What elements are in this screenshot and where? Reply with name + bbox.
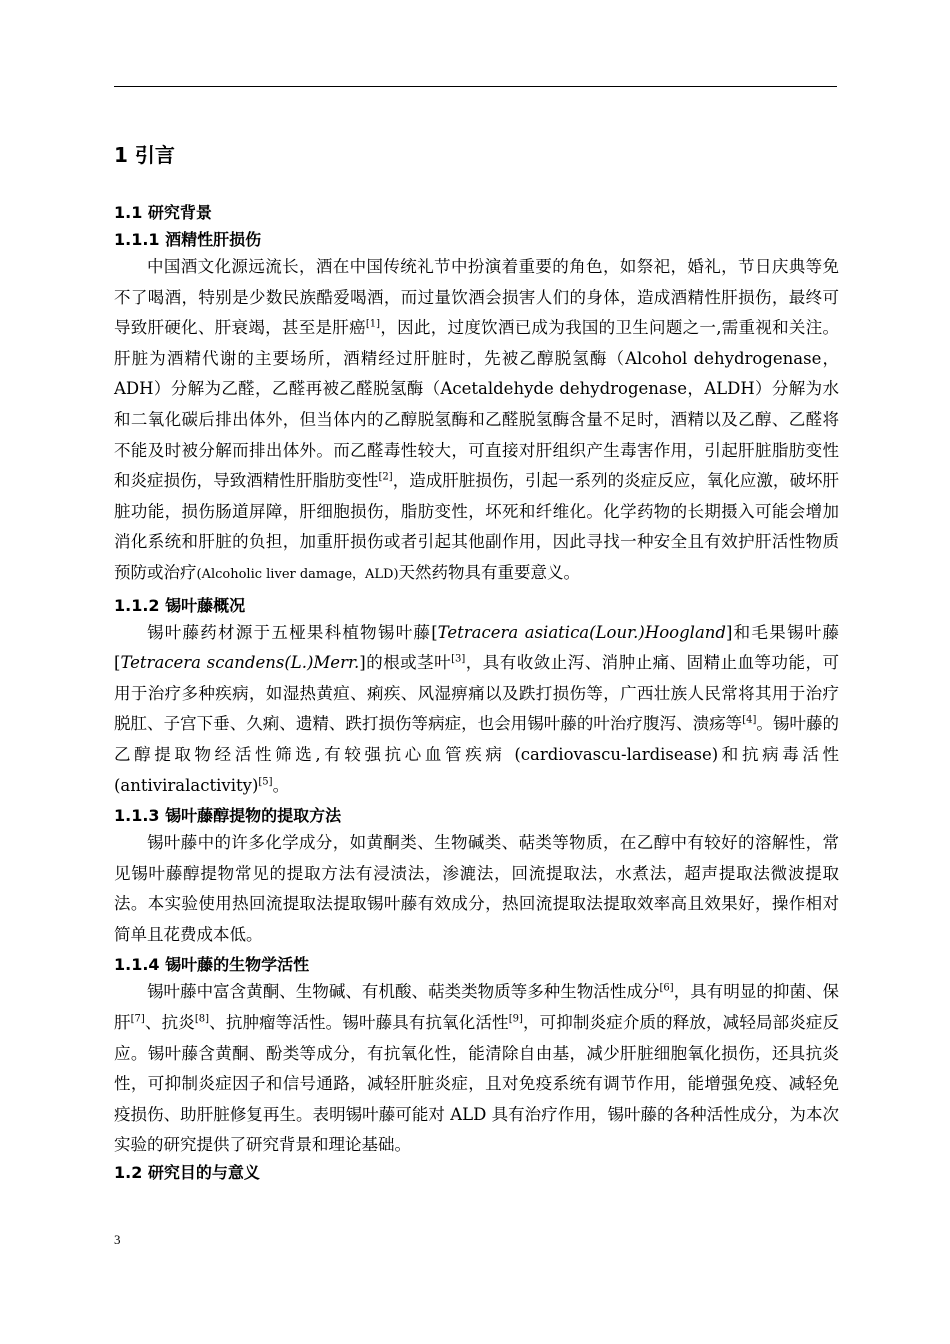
text-run: 锡叶藤药材源于五桠果科植物锡叶藤[ (147, 622, 438, 642)
citation-4: [4] (742, 714, 757, 726)
paragraph-alcoholic-liver-injury (114, 252, 839, 591)
text-run: 天然药物具有重要意义。 (398, 562, 581, 582)
species-name: Tetracera scandens(L.)Merr. (120, 653, 360, 673)
text-run: 。锡叶藤的乙醇提取物经活性筛选,有较强抗心血管疾病 (cardiovascu-lardisease)和抗病毒活性(antiviralactivity) (114, 714, 840, 795)
text-run: ，具有明显的抑菌、保肝 (114, 982, 840, 1033)
text-run: 、抗肿瘤等活性。锡叶藤具有抗氧化活性 (209, 1013, 509, 1033)
citation-1: [1] (365, 318, 381, 330)
text-run: ]的根或茎叶 (359, 653, 452, 673)
section-heading-1-2: 1.2 研究目的与意义 (114, 1163, 260, 1183)
text-run: ，造成肝脏损伤，引起一系列的炎症反应，氧化应激，破坏肝脏功能，损伤肠道屏障，肝细胞损伤，脂肪变性，坏死和纤维化。化学药物的长期摄入可能会增加消化系统和肝脏的负担，加重肝损伤或者引起其他副作用，因此寻找一种安全且有效护肝活性物质预防或治疗 (114, 471, 840, 582)
citation-8: [8] (194, 1013, 210, 1025)
species-name: Tetracera asiatica(Lour.)Hoogland (437, 622, 726, 642)
text-run: ]和毛果锡叶藤[ (114, 622, 840, 673)
section-heading-1-1: 1.1 研究背景 (114, 203, 212, 222)
header-rule (114, 86, 837, 87)
section-heading-1-1-1: 1.1.1 酒精性肝损伤 (114, 230, 262, 249)
citation-3: [3] (451, 653, 466, 665)
text-run: 中国酒文化源远流长，酒在中国传统礼节中扮演着重要的角色，如祭祀，婚礼，节日庆典等免不了喝酒，特别是少数民族酷爱喝酒，而过量饮酒会损害人们的身体，造成酒精性肝损伤，最终可导致肝硬化、肝衰竭，甚至是肝癌 (114, 257, 839, 338)
text-run: (Alcoholic liver damage，ALD) (196, 566, 399, 582)
section-heading-1-1-4: 1.1.4 锡叶藤的生物学活性 (114, 955, 310, 975)
text-run: 。 (272, 775, 290, 795)
text-run: 、抗炎 (144, 1013, 195, 1033)
section-heading-1-1-3: 1.1.3 锡叶藤醇提物的提取方法 (114, 806, 342, 826)
paragraph-extraction-method: 锡叶藤中的许多化学成分，如黄酮类、生物碱类、萜类等物质，在乙醇中有较好的溶解性，常见锡叶藤醇提物常见的提取方法有浸渍法，渗漉法，回流提取法，水煮法，超声提取法微波提取法。本实验使用热回流提取法提取锡叶藤有效成分，热回流提取法提取效率高且效果好，操作相对简单且花费成本低。 (114, 833, 839, 944)
citation-5: [5] (258, 776, 273, 787)
page-content (114, 140, 839, 1185)
text-run: ，具有收敛止泻、消肿止痛、固精止血等功能，可用于治疗多种疾病，如湿热黄疸、痢疾、风湿痹痛以及跌打损伤等，广西壮族人民常将其用于治疗脱肛、子宫下垂、久痢、遗精、跌打损伤等病症，也会用锡叶藤的叶治疗腹泻、溃疡等 (114, 653, 840, 734)
text-run: 锡叶藤中富含黄酮、生物碱、有机酸、萜类类物质等多种生物活性成分 (147, 982, 660, 1002)
text-run: ，可抑制炎症介质的释放，减轻局部炎症反应。锡叶藤含黄酮、酚类等成分，有抗氧化性，能清除自由基，减少肝脏细胞氧化损伤，还具抗炎性，可抑制炎症因子和信号通路，减轻肝脏炎症，且对免疫系统有调节作用，能增强免疫、减轻免疫损伤、助肝脏修复再生。表明锡叶藤可能对 ALD 具有治疗作用，锡叶藤的各种活性成分，为本次实验的研究提供了研究背景和理论基础。 (114, 1013, 840, 1155)
chapter-title: 1 引言 (114, 143, 175, 167)
paragraph-biological-activity (114, 977, 839, 1161)
citation-7: [7] (130, 1013, 145, 1025)
citation-2: [2] (378, 471, 393, 483)
paragraph-tetracera-overview (114, 618, 839, 802)
section-heading-1-1-2: 1.1.2 锡叶藤概况 (114, 595, 246, 615)
page-number: 3 (114, 1232, 121, 1247)
citation-9: [9] (508, 1013, 523, 1025)
text-run: ，因此，过度饮酒已成为我国的卫生问题之一,需重视和关注。肝脏为酒精代谢的主要场所，酒精经过肝脏时，先被乙醇脱氢酶（Alcohol dehydrogenase，ADH）分解为乙醛，乙醛再被乙醛脱氢酶（Acetaldehyde dehydrogenase，ALDH）分解为水和二氧化碳后排出体外，但当体内的乙醇脱氢酶和乙醛脱氢酶含量不足时，酒精以及乙醇、乙醛将不能及时被分解而排出体外。而乙醛毒性较大，可直接对肝组织产生毒害作用，引起肝脏脂肪变性和炎症损伤，导致酒精性肝脂肪变性 (114, 318, 839, 491)
citation-6: [6] (659, 982, 674, 994)
